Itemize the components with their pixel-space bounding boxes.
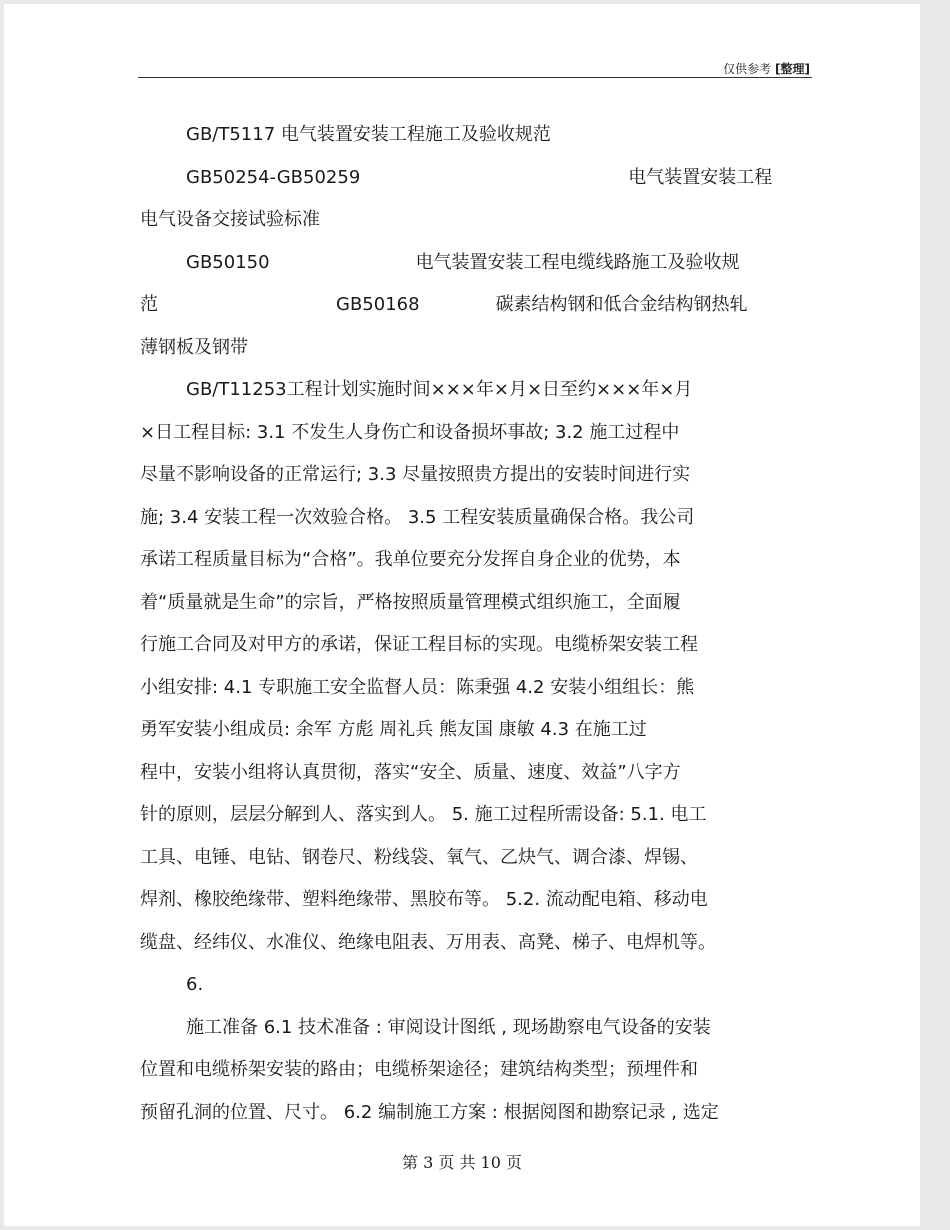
header-prefix: 仅供参考 xyxy=(723,62,772,76)
text-line: GB50150 电气装置安装工程电缆线路施工及验收规 xyxy=(186,251,740,273)
text-line: 小组安排: 4.1 专职施工安全监督人员：陈秉强 4.2 安装小组组长：熊 xyxy=(140,676,695,698)
text-line: 焊剂、橡胶绝缘带、塑料绝缘带、黑胶布等。 5.2. 流动配电箱、移动电 xyxy=(140,889,708,910)
document-body xyxy=(140,114,812,1134)
document-page xyxy=(4,4,920,1226)
text-line: 6. xyxy=(186,974,204,995)
text-line: 薄钢板及钢带 xyxy=(140,336,248,358)
text-line: GB50254-GB50259 电气装置安装工程 xyxy=(186,166,773,188)
text-line: 行施工合同及对甲方的承诺，保证工程目标的实现。电缆桥架安装工程 xyxy=(140,634,698,655)
text-line: 工具、电锤、电钻、钢卷尺、粉线袋、氧气、乙炔气、调合漆、焊锡、 xyxy=(140,846,698,868)
text-line: GB/T11253工程计划实施时间×××年×月×日至约×××年×月 xyxy=(186,379,693,400)
header-tag: [整理] xyxy=(775,62,810,76)
text-line: GB/T5117 电气装置安装工程施工及验收规范 xyxy=(186,124,551,145)
text-line: 程中，安装小组将认真贯彻，落实“安全、质量、速度、效益”八字方 xyxy=(140,761,681,783)
text-line: ×日工程目标: 3.1 不发生人身伤亡和设备损坏事故; 3.2 施工过程中 xyxy=(140,421,680,443)
text-line: 针的原则，层层分解到人、落实到人。 5. 施工过程所需设备: 5.1. 电工 xyxy=(140,804,707,825)
text-line: 电气设备交接试验标准 xyxy=(140,209,320,230)
text-line: 范 GB50168 碳素结构钢和低合金结构钢热轧 xyxy=(140,294,748,315)
text-line: 施; 3.4 安装工程一次效验合格。 3.5 工程安装质量确保合格。我公司 xyxy=(140,506,695,528)
text-line: 位置和电缆桥架安装的路由；电缆桥架途径；建筑结构类型；预埋件和 xyxy=(140,1059,698,1080)
text-line: 缆盘、经纬仪、水准仪、绝缘电阻表、万用表、高凳、梯子、电焊机等。 xyxy=(140,931,716,953)
page-number-footer: 第 3 页 共 10 页 xyxy=(402,1153,522,1172)
text-line: 尽量不影响设备的正常运行; 3.3 尽量按照贵方提出的安装时间进行实 xyxy=(140,464,691,485)
text-line: 施工准备 6.1 技术准备 : 审阅设计图纸 , 现场勘察电气设备的安装 xyxy=(186,1016,711,1038)
page-header xyxy=(723,60,810,77)
text-line: 着“质量就是生命”的宗旨，严格按照质量管理模式组织施工，全面履 xyxy=(140,591,681,613)
text-line: 承诺工程质量目标为“合格”。我单位要充分发挥自身企业的优势，本 xyxy=(140,549,681,570)
text-line: 勇军安装小组成员: 余军 方彪 周礼兵 熊友国 康敏 4.3 在施工过 xyxy=(140,719,647,740)
header-rule xyxy=(138,77,812,78)
text-line: 预留孔洞的位置、尺寸。 6.2 编制施工方案 : 根据阅图和勘察记录 , 选定 xyxy=(140,1101,719,1123)
